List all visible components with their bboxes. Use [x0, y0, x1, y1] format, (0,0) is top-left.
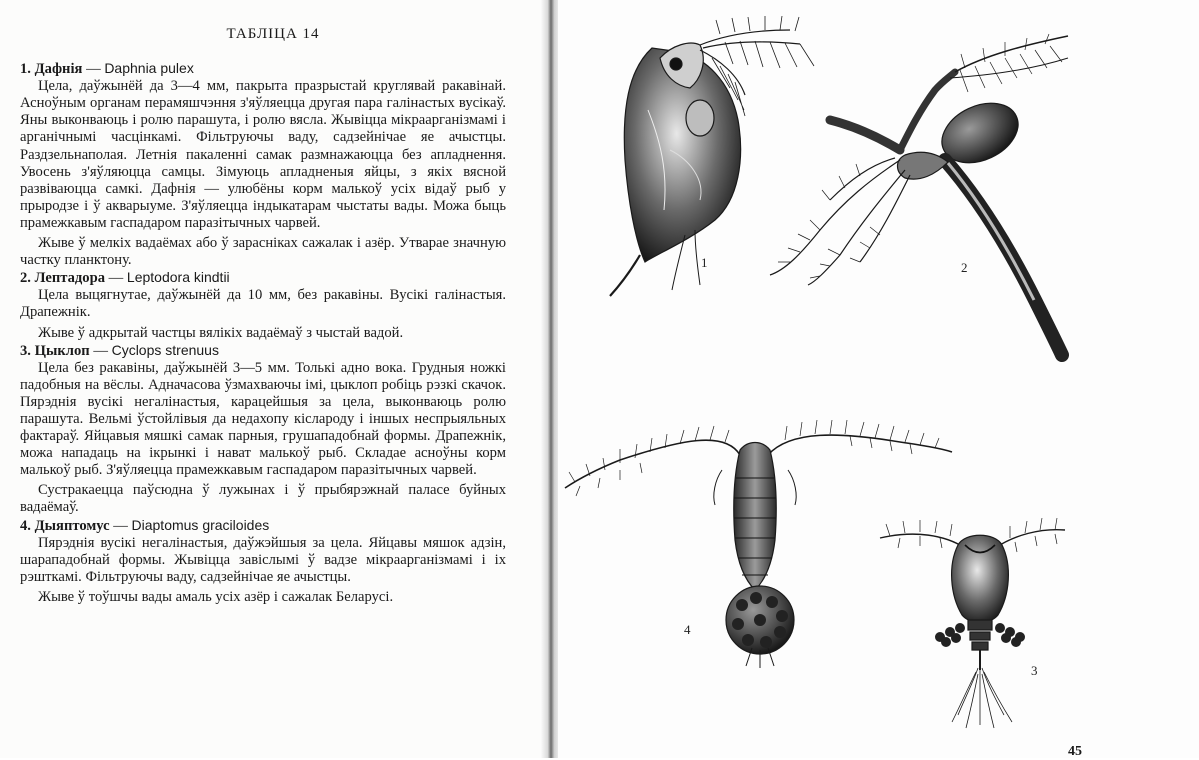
leptodora-illustration: [770, 34, 1068, 355]
entry-paragraph: Сустракаецца паўсюдна ў лужынах і ў прыбярэжнай паласе буйных вадаёмаў.: [20, 482, 506, 516]
daphnia-illustration: [610, 16, 814, 296]
diaptomus-illustration: [565, 420, 952, 668]
entry-paragraph: Цела выцягнутае, даўжынёй да 10 мм, без ракавіны. Вусікі галінастыя. Драпежнік.: [20, 287, 506, 321]
entry-paragraph: Цела, даўжынёй да 3—4 мм, пакрыта празрыстай круглявай ракавінай. Асноўным органам перамяшчэння з'яўляецца другая пара галінастых вусікаў. Яны выконваюць і ролю парашута, і ролю вясла. Жывіцца мікраарганізмамі і арганічнымі часцінкамі. Фільтруючы ваду, садзейнічае яе ачыстцы. Раздзельнаполая. Летнія пакаленні самак размнажаюцца без апладнення. Увосень з'яўляюцца самцы. Зімуюць апладненыя яйцы, з якіх вясной развіваюцца самкі. Дафнія — улюбёны корм малькоў усіх відаў рыб у прыродзе і ў акварыуме. З'яўляецца індыкатарам чыстаты вады. Можа быць прамежкавым гаспадаром паразітычных чарвей.: [20, 78, 506, 231]
cyclops-illustration: [880, 518, 1065, 728]
entry-heading-cyclops: 3. Цыклоп — Cyclops strenuus: [20, 341, 219, 359]
entry-paragraph: Жыве ў тоўшчы вады амаль усіх азёр і сажалак Беларусі.: [38, 588, 394, 605]
page-number: 45: [1068, 744, 1082, 759]
entry-paragraph: Цела без ракавіны, даўжынёй 3—5 мм. Толькі адно вока. Грудныя ножкі падобныя на вёслы. Адначасова ўзмахваючы імі, цыклоп робіць рэзкі скачок. Пярэднія вусікі негалінастыя, карацейшыя за цела, выконваюць ролю парашута. Вельмі ўстойлівыя да недахопу кіслароду і іншых неспрыяльных фактараў. Яйцавыя мяшкі самак парныя, грушападобнай формы. Драпежнік, можа нападаць на ікрынкі і нават малькоў рыб. Складае асноўны корм малькоў рыб. З'яўляецца прамежкавым гаспадаром паразітычных чарвей.: [20, 359, 506, 479]
figure-label-3: 3: [1031, 663, 1038, 678]
figure-label-1: 1: [701, 255, 708, 270]
figure-label-4: 4: [684, 622, 691, 637]
entry-paragraph: Пярэднія вусікі негалінастыя, даўжэйшыя за цела. Яйцавы мяшок адзін, шарападобнай формы. Жывіцца завіслымі ў вадзе мікраарганізмамі і іх рэшткамі. Фільтруючы ваду, садзейнічае яе ачыстцы.: [20, 534, 506, 585]
page-title: ТАБЛІЦА 14: [226, 26, 320, 42]
entry-heading-leptodora: 2. Лептадора — Leptodora kindtii: [20, 269, 230, 287]
entry-paragraph: Жыве ў мелкіх вадаёмах або ў зарасніках сажалак і азёр. Утварае значную частку планктону.: [20, 235, 506, 269]
figure-label-2: 2: [961, 260, 968, 275]
entry-paragraph: Жыве ў адкрытай частцы вялікіх вадаёмаў з чыстай вадой.: [38, 324, 404, 341]
entry-heading-daphnia: 1. Дафнія — Daphnia pulex: [20, 60, 194, 78]
entry-heading-diaptomus: 4. Дыяптомус — Diaptomus graciloides: [20, 516, 270, 534]
